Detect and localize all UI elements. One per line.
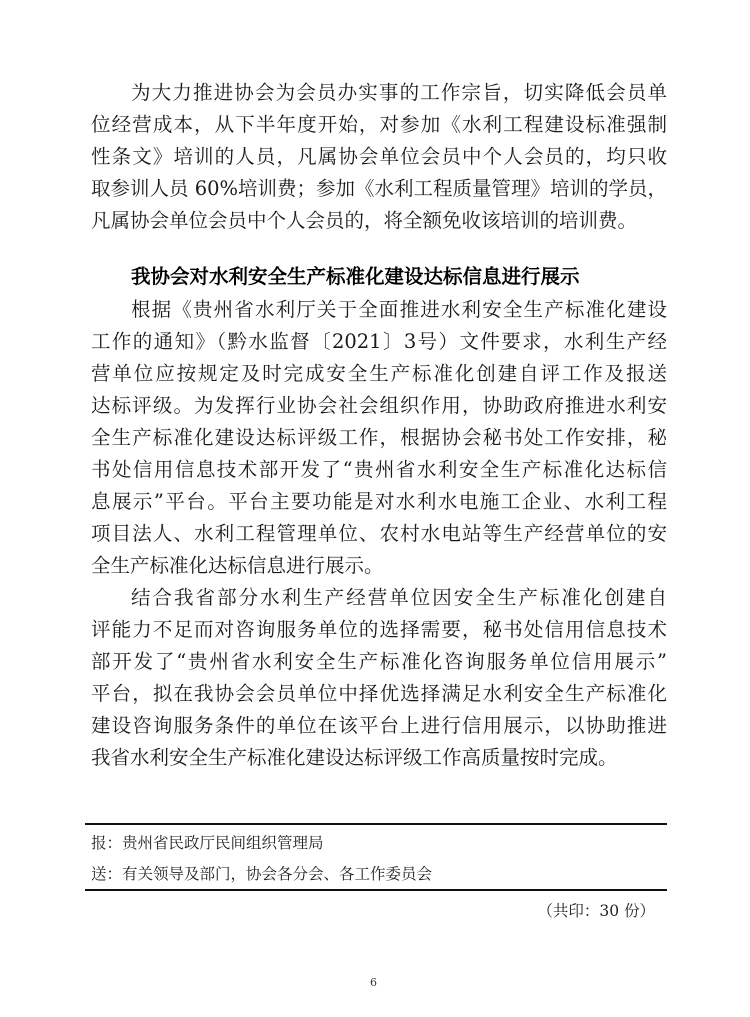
send-to-line: 送：有关领导及部门，协会各分会、各工作委员会 <box>91 865 433 883</box>
text-line: 项目法人、水利工程管理单位、农村水电站等生产经营单位的安 <box>91 522 667 545</box>
text-line: 为大力推进协会为会员办实事的工作宗旨，切实降低会员单 <box>131 81 667 104</box>
text-line: 书处信用信息技术部开发了“贵州省水利安全生产标准化达标信 <box>91 458 667 481</box>
text-line: 建设咨询服务条件的单位在该平台上进行信用展示，以协助推进 <box>91 714 667 737</box>
text-line: 取参训人员 60%培训费；参加《水利工程质量管理》培训的学员， <box>91 177 668 200</box>
text-line: 结合我省部分水利生产经营单位因安全生产标准化创建自 <box>131 586 667 609</box>
text-line: 平台，拟在我协会会员单位中择优选择满足水利安全生产标准化 <box>91 682 667 705</box>
footer-bottom-rule <box>85 889 667 891</box>
text-line: 凡属协会单位会员中个人会员的，将全额免收该培训的培训费。 <box>91 209 638 232</box>
text-line: 营单位应按规定及时完成安全生产标准化创建自评工作及报送 <box>91 362 667 385</box>
text-line: 全生产标准化达标信息进行展示。 <box>91 554 384 577</box>
report-to-line: 报：贵州省民政厅民间组织管理局 <box>91 834 324 852</box>
text-line: 全生产标准化建设达标评级工作，根据协会秘书处工作安排，秘 <box>91 426 667 449</box>
page-number: 6 <box>370 976 377 989</box>
text-line: 评能力不足而对咨询服务单位的选择需要，秘书处信用信息技术 <box>91 618 667 641</box>
print-copies: （共印：30 份） <box>537 902 655 920</box>
footer-top-rule <box>85 823 667 825</box>
section-heading: 我协会对水利安全生产标准化建设达标信息进行展示 <box>131 265 580 288</box>
text-line: 达标评级。为发挥行业协会社会组织作用，协助政府推进水利安 <box>91 394 667 417</box>
text-line: 根据《贵州省水利厅关于全面推进水利安全生产标准化建设 <box>131 298 667 321</box>
text-line: 位经营成本，从下半年度开始，对参加《水利工程建设标准强制 <box>91 113 667 136</box>
text-line: 工作的通知》（黔水监督〔2021〕3号）文件要求，水利生产经 <box>91 330 667 353</box>
text-line: 我省水利安全生产标准化建设达标评级工作高质量按时完成。 <box>91 746 618 769</box>
text-line: 部开发了“贵州省水利安全生产标准化咨询服务单位信用展示” <box>91 650 667 673</box>
text-line: 性条文》培训的人员，凡属协会单位会员中个人会员的，均只收 <box>91 145 667 168</box>
text-line: 息展示”平台。平台主要功能是对水利水电施工企业、水利工程 <box>91 490 667 513</box>
